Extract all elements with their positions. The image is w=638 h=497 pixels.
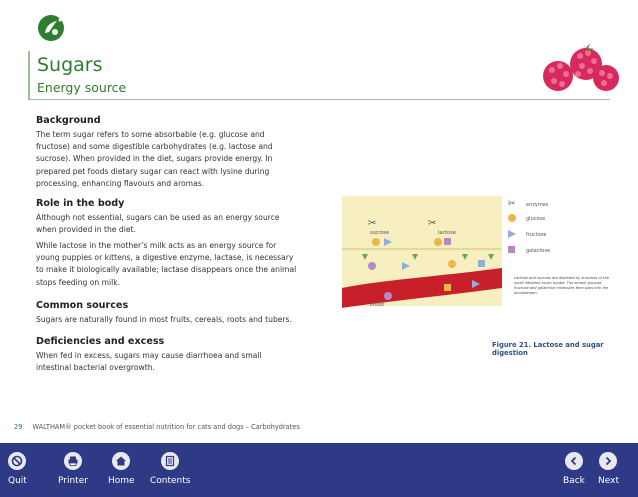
quit-icon xyxy=(8,452,26,470)
chevron-left-icon xyxy=(565,452,583,470)
chevron-right-icon xyxy=(599,452,617,470)
section-text: Although not essential, sugars can be used as an energy source when provided in the diet. xyxy=(36,213,280,235)
section-text: Sugars are naturally found in most fruits, cereals, roots and tubers. xyxy=(36,315,292,324)
section-deficiencies xyxy=(36,336,298,374)
home-button[interactable] xyxy=(108,452,135,486)
section-role xyxy=(36,198,298,236)
section-role-continued xyxy=(36,240,298,289)
svg-text:✂: ✂ xyxy=(508,199,516,209)
section-text: When fed in excess, sugars may cause diarrhoea and small intestinal bacterial overgrowth. xyxy=(36,351,262,373)
section-heading: Background xyxy=(36,115,101,126)
legend-glucose: glucose xyxy=(526,216,546,222)
page-footer xyxy=(14,423,314,431)
figure-caption: Figure 21. Lactose and sugar digestion xyxy=(492,341,604,357)
section-text: The term sugar refers to some absorbable (e.g. glucose and fructose) and some digestible carbohydrates (e.g. lactose and sucrose). When provided in the diet, sugars provide energy. In prepared pet foods dietary sugar can react with lysine during processing, enhancing flavours and aromas. xyxy=(36,130,273,188)
navigation-bar xyxy=(0,443,638,497)
printer-label: Printer xyxy=(58,476,88,486)
legend-galactose: galactose xyxy=(526,248,551,254)
diagram-note: Lactose and sucrose are digested by enzymes of the small intestine brush border. The simple glucose, fructose and galactose molecules then pass into the bloodstream. xyxy=(514,276,609,295)
section-background xyxy=(36,115,298,190)
waltham-logo-icon xyxy=(37,14,65,42)
section-text: While lactose in the mother’s milk acts as an energy source for young puppies or kittens, a digestive enzyme, lactase, is necessary to make it biologically available; lactase disappears once the animal stops feeding on milk. xyxy=(36,241,297,287)
label-blood: blood xyxy=(370,302,384,308)
back-label: Back xyxy=(563,476,585,486)
page-title: Sugars xyxy=(37,54,103,76)
footer-text: WALTHAM® pocket book of essential nutrition for cats and dogs – Carbohydrates xyxy=(32,423,300,431)
svg-text:✂: ✂ xyxy=(428,218,437,229)
contents-button[interactable] xyxy=(150,452,190,486)
printer-icon xyxy=(64,452,82,470)
back-button[interactable] xyxy=(563,452,585,486)
digestion-diagram xyxy=(342,196,612,318)
section-heading: Common sources xyxy=(36,300,129,311)
home-label: Home xyxy=(108,476,135,486)
quit-label: Quit xyxy=(8,476,27,486)
page-subtitle: Energy source xyxy=(37,80,127,95)
svg-text:✂: ✂ xyxy=(368,218,377,229)
title-divider xyxy=(28,99,610,100)
section-sources xyxy=(36,300,298,326)
raspberries-image xyxy=(540,36,622,98)
next-label: Next xyxy=(598,476,619,486)
page-number: 29 xyxy=(14,423,23,431)
home-icon xyxy=(112,452,130,470)
title-accent-bar xyxy=(28,51,30,99)
section-heading: Deficiencies and excess xyxy=(36,336,165,347)
quit-button[interactable] xyxy=(8,452,27,486)
printer-button[interactable] xyxy=(58,452,88,486)
next-button[interactable] xyxy=(598,452,619,486)
label-sucrose: sucrose xyxy=(370,230,390,236)
legend-enzymes: enzymes xyxy=(526,202,549,208)
legend-fructose: fructose xyxy=(526,232,547,238)
contents-label: Contents xyxy=(150,476,191,486)
contents-icon xyxy=(161,452,179,470)
label-lactose: lactose xyxy=(438,230,456,236)
legend xyxy=(508,199,550,254)
brush-border xyxy=(342,248,502,250)
section-heading: Role in the body xyxy=(36,198,125,209)
